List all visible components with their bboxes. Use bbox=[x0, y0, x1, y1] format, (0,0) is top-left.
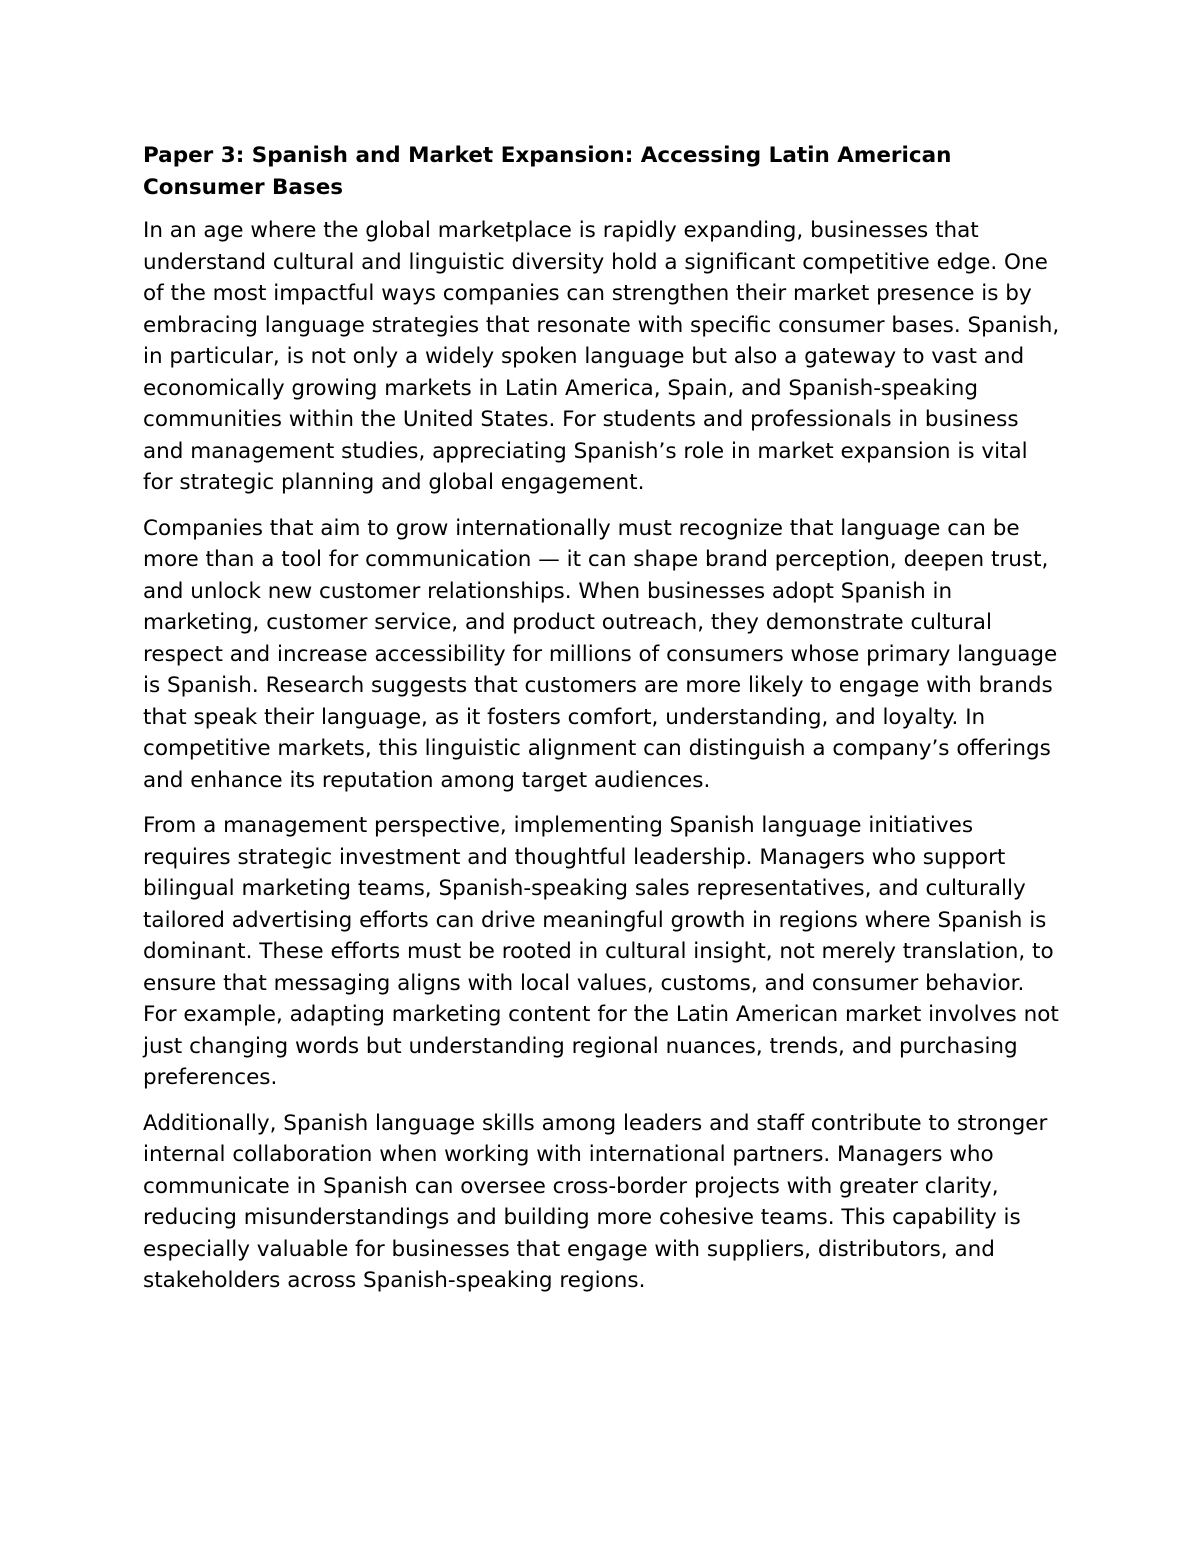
document-title: Paper 3: Spanish and Market Expansion: Accessing Latin American Consumer Bases bbox=[143, 143, 952, 200]
paragraph-1: In an age where the global marketplace is rapidly expanding, businesses that understand cultural and linguistic diversity hold a significant competitive edge. One of the most impactful ways companies can strengthen their market presence is by embracing language strategies that resonate with specific consumer bases. Spanish, in particular, is not only a widely spoken language but also a gateway to vast and economically growing markets in Latin America, Spain, and Spanish-speaking communities within the United States. For students and professionals in business and management studies, appreciating Spanish’s role in market expansion is vital for strategic planning and global engagement. bbox=[143, 218, 1060, 495]
paragraph-4: Additionally, Spanish language skills among leaders and staff contribute to stronger internal collaboration when working with international partners. Managers who communicate in Spanish can oversee cross-border projects with greater clarity, reducing misunderstandings and building more cohesive teams. This capability is especially valuable for businesses that engage with suppliers, distributors, and stakeholders across Spanish-speaking regions. bbox=[143, 1110, 1048, 1293]
paragraph-2: Companies that aim to grow internationally must recognize that language can be more than a tool for communication — it can shape brand perception, deepen trust, and unlock new customer relationships. When businesses adopt Spanish in marketing, customer service, and product outreach, they demonstrate cultural respect and increase accessibility for millions of consumers whose primary language is Spanish. Research suggests that customers are more likely to engage with brands that speak their language, as it fosters comfort, understanding, and loyalty. In competitive markets, this linguistic alignment can distinguish a company’s offerings and enhance its reputation among target audiences. bbox=[143, 515, 1058, 793]
paragraph-3: From a management perspective, implementing Spanish language initiatives requires strategic investment and thoughtful leadership. Managers who support bilingual marketing teams, Spanish-speaking sales representatives, and culturally tailored advertising efforts can drive meaningful growth in regions where Spanish is dominant. These efforts must be rooted in cultural insight, not merely translation, to ensure that messaging aligns with local values, customs, and consumer behavior. For example, adapting marketing content for the Latin American market involves not just changing words but understanding regional nuances, trends, and purchasing preferences. bbox=[143, 813, 1059, 1090]
document-body bbox=[143, 140, 1063, 1311]
